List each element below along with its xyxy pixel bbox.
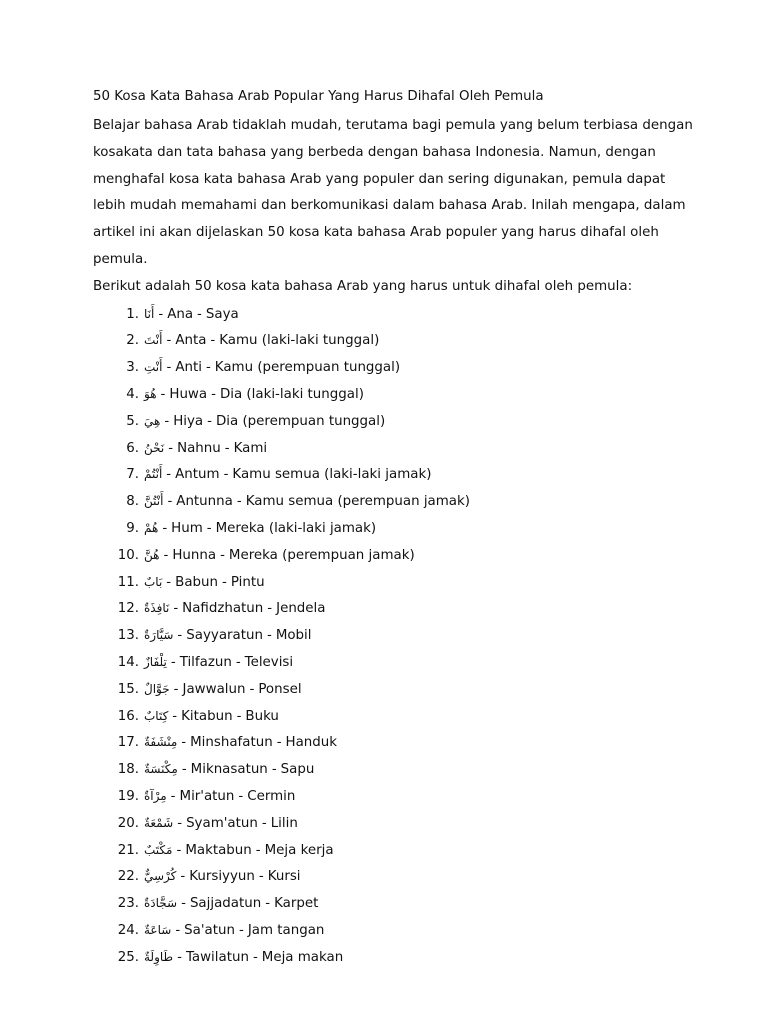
list-item-separator: -	[271, 762, 277, 778]
vocab-list	[93, 301, 708, 971]
list-item-arabic: كِتَابٌ	[144, 708, 169, 723]
list-item-number: 9.	[126, 520, 139, 536]
list-item	[93, 622, 708, 649]
list-item-separator: -	[265, 896, 271, 912]
document-title: 50 Kosa Kata Bahasa Arab Popular Yang Harus Dihafal Oleh Pemula	[93, 89, 544, 104]
list-item-separator: -	[238, 922, 244, 938]
list-item-arabic: تِلْفَازٌ	[144, 654, 167, 669]
list-item-arabic: أَنْتَ	[144, 333, 163, 348]
list-item-arabic: طَاوِلَةٌ	[144, 949, 174, 964]
list-item-meaning: Mereka (perempuan jamak)	[228, 547, 415, 563]
list-item	[93, 569, 708, 596]
list-item-latin: Hiya	[173, 413, 204, 429]
list-item	[93, 649, 708, 676]
list-item-separator: -	[167, 494, 173, 510]
list-item-number: 15.	[117, 681, 139, 697]
list-item-number: 20.	[117, 815, 139, 831]
list-item	[93, 756, 708, 783]
list-item-separator: -	[177, 949, 182, 965]
list-item-meaning: Kamu semua (laki-laki jamak)	[232, 467, 432, 483]
list-item-latin: Anta	[175, 333, 207, 349]
list-item-meaning: Kamu (laki-laki tunggal)	[219, 333, 380, 349]
list-item-number: 23.	[117, 896, 139, 912]
list-item-latin: Kitabun	[181, 708, 233, 724]
list-item-separator: -	[177, 815, 183, 831]
list-item-separator: -	[170, 654, 176, 670]
list-item-arabic: سَيَّارَةٌ	[144, 628, 174, 643]
list-item-latin: Nahnu	[177, 440, 221, 456]
list-item	[93, 703, 708, 730]
list-item-latin: Sayyaratun	[186, 628, 263, 644]
list-item	[93, 408, 708, 435]
list-item-number: 13.	[117, 628, 139, 644]
list-item	[93, 783, 708, 810]
list-item-meaning: Televisi	[244, 654, 294, 670]
list-item-latin: Nafidzhatun	[182, 601, 264, 617]
list-item-meaning: Lilin	[270, 815, 298, 831]
list-item-number: 6.	[126, 440, 139, 456]
list-item-separator: -	[197, 306, 202, 322]
list-item-arabic: نَافِذَةٌ	[144, 601, 170, 616]
list-item-meaning: Jendela	[276, 601, 326, 617]
list-item-separator: -	[222, 574, 227, 590]
list-item-separator: -	[172, 708, 178, 724]
list-item-number: 17.	[117, 735, 139, 751]
list-item-arabic: أَنْتِ	[144, 360, 163, 375]
list-item-separator: -	[166, 574, 172, 590]
list-item-number: 7.	[126, 467, 139, 483]
list-item-separator: -	[175, 922, 181, 938]
list-item-meaning: Handuk	[285, 735, 338, 751]
list-item-number: 14.	[117, 654, 139, 670]
list-item-number: 11.	[117, 574, 139, 590]
list-item-arabic: مَكْتَبٌ	[144, 842, 173, 857]
list-item-arabic: أَنْتُنَّ	[144, 494, 164, 509]
list-item-number: 22.	[117, 869, 139, 885]
list-item-number: 18.	[117, 762, 139, 778]
list-item-latin: Ana	[167, 306, 194, 322]
list-item-meaning: Kursi	[267, 869, 301, 885]
list-item-meaning: Mobil	[275, 628, 312, 644]
intro-paragraph: Belajar bahasa Arab tidaklah mudah, terutama bagi pemula yang belum terbiasa dengan kosakata dan tata bahasa yang berbeda dengan bahasa Indonesia. Namun, dengan menghafal kosa kata bahasa Arab yang populer dan sering digunakan, pemula dapat lebih mudah memahami dan berkomunikasi dalam bahasa Arab. Inilah mengapa, dalam artikel ini akan dijelaskan 50 kosa kata bahasa Arab populer yang harus dihafal oleh pemula.	[93, 118, 693, 267]
list-item-separator: -	[261, 815, 267, 831]
list-item-separator: -	[258, 869, 264, 885]
list-item-meaning: Meja makan	[261, 949, 344, 965]
list-item-separator: -	[166, 333, 172, 349]
list-item-separator: -	[236, 708, 242, 724]
list-item-separator: -	[266, 628, 272, 644]
list-item	[93, 595, 708, 622]
list-item-number: 2.	[126, 333, 139, 349]
list-item-meaning: Meja kerja	[264, 842, 334, 858]
list-item-separator: -	[267, 601, 273, 617]
list-item-meaning: Buku	[245, 708, 279, 724]
list-item-number: 10.	[117, 547, 139, 563]
list-item-separator: -	[160, 386, 166, 402]
list-item-separator: -	[205, 360, 211, 376]
list-item-number: 16.	[117, 708, 139, 724]
list-intro: Berikut adalah 50 kosa kata bahasa Arab yang harus untuk dihafal oleh pemula:	[93, 278, 633, 294]
list-item-separator: -	[173, 601, 179, 617]
list-item-meaning: Ponsel	[258, 681, 302, 697]
list-item-latin: Jawwalun	[182, 681, 246, 697]
list-item-number: 1.	[126, 306, 139, 322]
list-item-number: 21.	[117, 842, 139, 858]
list-item-meaning: Dia (perempuan tunggal)	[215, 413, 386, 429]
list-item-arabic: مِكْنَسَةٌ	[144, 762, 178, 777]
list-item-meaning: Mereka (laki-laki jamak)	[215, 520, 377, 536]
list-item-arabic: هُنَّ	[144, 547, 160, 562]
list-item-separator: -	[164, 413, 170, 429]
list-item	[93, 488, 708, 515]
list-item-latin: Syam'atun	[186, 815, 258, 831]
list-item-separator: -	[162, 520, 168, 536]
list-item-separator: -	[252, 949, 258, 965]
list-item-meaning: Karpet	[274, 896, 319, 912]
list-item-meaning: Kamu semua (perempuan jamak)	[245, 494, 470, 510]
list-item-latin: Kursiyyun	[189, 869, 255, 885]
list-item-separator: -	[181, 735, 187, 751]
list-item-latin: Minshafatun	[190, 735, 273, 751]
list-item	[93, 729, 708, 756]
list-item-number: 3.	[126, 360, 139, 376]
list-item-separator: -	[223, 467, 229, 483]
list-item-arabic: أَنْتُمْ	[144, 467, 163, 482]
list-item-separator: -	[210, 333, 216, 349]
list-item-arabic: هُوَ	[144, 386, 157, 401]
list-item-latin: Babun	[175, 574, 219, 590]
list-item	[93, 354, 708, 381]
list-item-latin: Sa'atun	[184, 922, 235, 938]
list-item-separator: -	[207, 413, 212, 429]
list-item-separator: -	[235, 654, 241, 670]
list-item-separator: -	[173, 681, 179, 697]
list-item-latin: Maktabun	[185, 842, 252, 858]
list-item-separator: -	[236, 494, 242, 510]
list-item	[93, 676, 708, 703]
list-item-arabic: شَمْعَةٌ	[144, 815, 174, 830]
list-item-meaning: Jam tangan	[247, 922, 325, 938]
list-item-arabic: نَحْنُ	[144, 440, 165, 455]
list-item-arabic: هُمْ	[144, 520, 159, 535]
list-item-separator: -	[224, 440, 230, 456]
list-item	[93, 515, 708, 542]
list-item-meaning: Kami	[233, 440, 268, 456]
list-item	[93, 327, 708, 354]
list-item-separator: -	[220, 547, 225, 563]
list-item	[93, 810, 708, 837]
list-item-separator: -	[206, 520, 212, 536]
list-item	[93, 435, 708, 462]
list-item	[93, 381, 708, 408]
list-item	[93, 301, 708, 328]
list-item-separator: -	[255, 842, 261, 858]
list-item-separator: -	[166, 467, 172, 483]
list-item-separator: -	[163, 547, 169, 563]
list-item-number: 19.	[117, 788, 139, 804]
list-item-meaning: Kamu (perempuan tunggal)	[214, 360, 401, 376]
list-item-separator: -	[249, 681, 255, 697]
list-item-separator: -	[211, 386, 216, 402]
list-item	[93, 917, 708, 944]
list-item-arabic: بَابٌ	[144, 574, 163, 589]
list-item	[93, 837, 708, 864]
list-item	[93, 542, 708, 569]
list-item-number: 25.	[117, 949, 139, 965]
list-item-separator: -	[276, 735, 282, 751]
list-item-arabic: كُرْسِيٌّ	[144, 869, 177, 884]
list-item-number: 8.	[126, 494, 139, 510]
list-item-separator: -	[166, 360, 172, 376]
list-item-number: 5.	[126, 413, 139, 429]
list-item-meaning: Dia (laki-laki tunggal)	[219, 386, 364, 402]
list-item-latin: Tawilatun	[185, 949, 249, 965]
list-item-separator: -	[181, 762, 187, 778]
list-item-number: 4.	[126, 386, 139, 402]
list-item	[93, 461, 708, 488]
list-item-separator: -	[238, 788, 244, 804]
list-item-arabic: مِنْشَفَةٌ	[144, 735, 178, 750]
list-item-arabic: سَجَّادَةٌ	[144, 896, 178, 911]
list-item-arabic: أَنَا	[144, 306, 155, 321]
list-item-meaning: Sapu	[280, 762, 315, 778]
list-item-arabic: مِرْآةٌ	[144, 788, 167, 803]
list-item	[93, 890, 708, 917]
list-item-separator: -	[180, 869, 186, 885]
list-item-number: 24.	[117, 922, 139, 938]
list-item-arabic: هِيَ	[144, 413, 161, 428]
list-item-latin: Anti	[175, 360, 202, 376]
list-item-meaning: Pintu	[230, 574, 265, 590]
list-item-separator: -	[181, 896, 186, 912]
list-item-arabic: جَوَّالٌ	[144, 681, 170, 696]
list-item-latin: Sajjadatun	[189, 896, 262, 912]
list-item-separator: -	[177, 628, 183, 644]
list-item-latin: Antum	[175, 467, 220, 483]
list-item-latin: Huwa	[169, 386, 208, 402]
list-item-arabic: سَاعَةٌ	[144, 922, 172, 937]
list-item-latin: Antunna	[176, 494, 233, 510]
list-item-separator: -	[168, 440, 174, 456]
list-item-latin: Mir'atun	[179, 788, 235, 804]
list-item-latin: Tilfazun	[179, 654, 232, 670]
list-item-meaning: Saya	[205, 306, 239, 322]
list-item-number: 12.	[117, 601, 139, 617]
list-item-separator: -	[158, 306, 164, 322]
list-item-latin: Hum	[171, 520, 203, 536]
list-item	[93, 863, 708, 890]
list-item-latin: Hunna	[172, 547, 217, 563]
list-item	[93, 944, 708, 971]
list-item-separator: -	[170, 788, 176, 804]
list-item-latin: Miknasatun	[190, 762, 268, 778]
list-item-meaning: Cermin	[247, 788, 296, 804]
list-item-separator: -	[176, 842, 182, 858]
